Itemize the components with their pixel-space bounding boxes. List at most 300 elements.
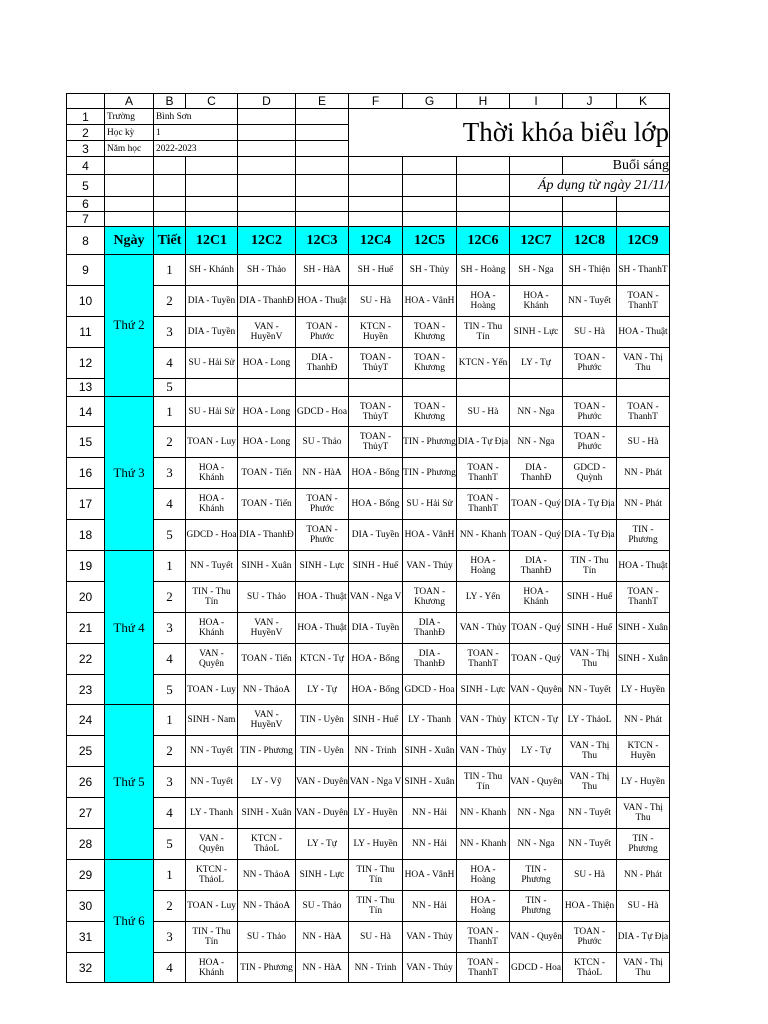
lesson-cell[interactable]: NN - Tuyết xyxy=(186,551,238,582)
period-number[interactable]: 2 xyxy=(154,890,186,921)
lesson-cell[interactable]: VAN - Thủy xyxy=(403,921,457,952)
row-number[interactable]: 19 xyxy=(67,551,105,582)
empty-cell[interactable] xyxy=(186,175,238,197)
empty-cell[interactable] xyxy=(105,197,154,212)
row-number[interactable]: 8 xyxy=(67,227,105,255)
lesson-cell[interactable]: SU - Hà xyxy=(617,890,670,921)
column-header-g[interactable]: G xyxy=(403,94,457,109)
lesson-cell[interactable]: SINH - Xuân xyxy=(403,767,457,798)
lesson-cell[interactable]: HOA - Bống xyxy=(349,489,403,520)
lesson-cell[interactable]: TIN - Phương xyxy=(403,458,457,489)
info-label[interactable]: Năm học xyxy=(105,141,154,157)
lesson-cell[interactable]: SH - HàA xyxy=(296,255,349,286)
info-value[interactable]: 1 xyxy=(154,125,238,141)
lesson-cell[interactable]: SU - Hà xyxy=(349,921,403,952)
lesson-cell[interactable]: TIN - Phương xyxy=(617,520,670,551)
lesson-cell[interactable]: VAN - Thị Thu xyxy=(617,952,670,983)
lesson-cell[interactable]: NN - HàA xyxy=(296,952,349,983)
column-header-i[interactable]: I xyxy=(510,94,563,109)
period-number[interactable]: 4 xyxy=(154,952,186,983)
lesson-cell[interactable]: HOA - Khánh xyxy=(510,581,563,612)
lesson-cell[interactable]: TOAN - ThanhT xyxy=(457,489,510,520)
row-number[interactable]: 10 xyxy=(67,285,105,316)
lesson-cell[interactable]: TOAN - Luy xyxy=(186,890,238,921)
period-number[interactable]: 1 xyxy=(154,551,186,582)
period-number[interactable]: 3 xyxy=(154,458,186,489)
lesson-cell[interactable]: TOAN - ThủyT xyxy=(349,347,403,378)
lesson-cell[interactable]: SINH - Nam xyxy=(186,705,238,736)
lesson-cell[interactable]: NN - ThảoA xyxy=(238,674,296,705)
lesson-cell[interactable]: GDCD - Hoa xyxy=(510,952,563,983)
lesson-cell[interactable]: SINH - Huế xyxy=(563,612,617,643)
lesson-cell[interactable]: KTCN - Tự xyxy=(510,705,563,736)
lesson-cell[interactable]: VAN - HuyềnV xyxy=(238,705,296,736)
lesson-cell[interactable]: HOA - VânH xyxy=(403,520,457,551)
row-number[interactable]: 16 xyxy=(67,458,105,489)
row-number[interactable]: 6 xyxy=(67,197,105,212)
lesson-cell[interactable]: TOAN - Phước xyxy=(296,489,349,520)
lesson-cell[interactable]: KTCN - Tự xyxy=(296,643,349,674)
lesson-cell[interactable]: HOA - Hoàng xyxy=(457,859,510,890)
lesson-cell[interactable]: SU - Hải Sử xyxy=(186,347,238,378)
lesson-cell[interactable]: VAN - Thủy xyxy=(457,612,510,643)
lesson-cell[interactable]: HOA - Hoàng xyxy=(457,285,510,316)
lesson-cell[interactable]: SH - Thủy xyxy=(403,255,457,286)
empty-cell[interactable] xyxy=(403,157,457,175)
lesson-cell[interactable]: TOAN - Quý xyxy=(510,489,563,520)
lesson-cell[interactable]: SU - Hải Sử xyxy=(403,489,457,520)
period-number[interactable]: 4 xyxy=(154,347,186,378)
column-header-d[interactable]: D xyxy=(238,94,296,109)
lesson-cell[interactable]: LY - Huyền xyxy=(617,767,670,798)
lesson-cell[interactable]: HOA - Hoàng xyxy=(457,551,510,582)
lesson-cell[interactable]: NN - ThảoA xyxy=(238,859,296,890)
lesson-cell[interactable]: LY - Vỹ xyxy=(238,767,296,798)
period-number[interactable]: 2 xyxy=(154,285,186,316)
empty-cell[interactable] xyxy=(238,175,296,197)
lesson-cell[interactable]: KTCN - ThảoL xyxy=(563,952,617,983)
row-number[interactable]: 29 xyxy=(67,859,105,890)
lesson-cell[interactable]: VAN - Thủy xyxy=(403,952,457,983)
lesson-cell[interactable]: SU - Thảo xyxy=(238,581,296,612)
lesson-cell[interactable]: NN - HàA xyxy=(296,458,349,489)
period-number[interactable]: 2 xyxy=(154,581,186,612)
lesson-cell[interactable]: NN - Khanh xyxy=(457,829,510,860)
lesson-cell[interactable]: DIA - Tự Địa xyxy=(457,427,510,458)
lesson-cell[interactable]: NN - Phát xyxy=(617,458,670,489)
period-header[interactable]: Tiết xyxy=(154,227,186,255)
day-label[interactable]: Thứ 6 xyxy=(105,859,154,983)
lesson-cell[interactable] xyxy=(238,378,296,396)
period-number[interactable]: 3 xyxy=(154,316,186,347)
empty-cell[interactable] xyxy=(349,212,403,227)
lesson-cell[interactable]: LY - Tự xyxy=(510,736,563,767)
lesson-cell[interactable]: TOAN - ThanhT xyxy=(457,458,510,489)
row-number[interactable]: 23 xyxy=(67,674,105,705)
empty-cell[interactable] xyxy=(349,157,403,175)
lesson-cell[interactable]: HOA - Long xyxy=(238,347,296,378)
lesson-cell[interactable]: NN - Hải xyxy=(403,829,457,860)
row-number[interactable]: 20 xyxy=(67,581,105,612)
lesson-cell[interactable]: VAN - Thủy xyxy=(403,551,457,582)
lesson-cell[interactable]: DIA - ThanhĐ xyxy=(510,458,563,489)
lesson-cell[interactable] xyxy=(403,378,457,396)
lesson-cell[interactable]: TOAN - Quý xyxy=(510,520,563,551)
lesson-cell[interactable]: TOAN - ThanhT xyxy=(617,285,670,316)
empty-cell[interactable] xyxy=(296,175,349,197)
column-header-j[interactable]: J xyxy=(563,94,617,109)
empty-cell[interactable] xyxy=(349,175,403,197)
row-number[interactable]: 31 xyxy=(67,921,105,952)
lesson-cell[interactable]: TIN - Phương xyxy=(617,829,670,860)
period-number[interactable]: 3 xyxy=(154,612,186,643)
lesson-cell[interactable]: TIN - Thu Tín xyxy=(457,316,510,347)
lesson-cell[interactable]: SINH - Huế xyxy=(349,705,403,736)
empty-cell[interactable] xyxy=(296,109,349,125)
empty-cell[interactable] xyxy=(510,157,563,175)
lesson-cell[interactable] xyxy=(349,378,403,396)
lesson-cell[interactable]: SU - Hà xyxy=(563,859,617,890)
lesson-cell[interactable]: TIN - Phương xyxy=(403,427,457,458)
lesson-cell[interactable]: TOAN - Phước xyxy=(563,396,617,427)
lesson-cell[interactable]: VAN - Thủy xyxy=(457,736,510,767)
empty-cell[interactable] xyxy=(238,212,296,227)
lesson-cell[interactable]: SH - Hoàng xyxy=(457,255,510,286)
empty-cell[interactable] xyxy=(154,212,186,227)
info-value[interactable]: Bình Sơn xyxy=(154,109,238,125)
period-number[interactable]: 2 xyxy=(154,736,186,767)
row-number[interactable]: 2 xyxy=(67,125,105,141)
lesson-cell[interactable]: VAN - Quyên xyxy=(186,643,238,674)
empty-cell[interactable] xyxy=(238,197,296,212)
empty-cell[interactable] xyxy=(403,197,457,212)
lesson-cell[interactable] xyxy=(617,378,670,396)
empty-cell[interactable] xyxy=(296,212,349,227)
empty-cell[interactable] xyxy=(186,212,238,227)
lesson-cell[interactable]: NN - Khanh xyxy=(457,798,510,829)
empty-cell[interactable] xyxy=(510,197,563,212)
empty-cell[interactable] xyxy=(403,175,457,197)
lesson-cell[interactable]: NN - Tuyết xyxy=(186,767,238,798)
lesson-cell[interactable]: LY - Huyền xyxy=(617,674,670,705)
empty-cell[interactable] xyxy=(457,157,510,175)
lesson-cell[interactable]: TIN - Thu Tín xyxy=(457,767,510,798)
page-title[interactable]: Thời khóa biểu lớp xyxy=(349,109,670,157)
column-header-k[interactable]: K xyxy=(617,94,670,109)
lesson-cell[interactable]: VAN - Thị Thu xyxy=(563,643,617,674)
lesson-cell[interactable]: DIA - ThanhĐ xyxy=(296,347,349,378)
lesson-cell[interactable]: TOAN - ThủyT xyxy=(349,396,403,427)
lesson-cell[interactable]: HOA - Thiện xyxy=(563,890,617,921)
lesson-cell[interactable]: SH - Thảo xyxy=(238,255,296,286)
lesson-cell[interactable]: NN - Nga xyxy=(510,798,563,829)
class-header-12c6[interactable]: 12C6 xyxy=(457,227,510,255)
period-number[interactable]: 5 xyxy=(154,378,186,396)
empty-cell[interactable] xyxy=(617,197,670,212)
lesson-cell[interactable]: VAN - Thị Thu xyxy=(563,736,617,767)
row-number[interactable]: 32 xyxy=(67,952,105,983)
lesson-cell[interactable]: TOAN - Phước xyxy=(296,520,349,551)
lesson-cell[interactable]: HOA - Thuật xyxy=(617,551,670,582)
lesson-cell[interactable]: KTCN - Huyền xyxy=(617,736,670,767)
lesson-cell[interactable] xyxy=(563,378,617,396)
class-header-12c1[interactable]: 12C1 xyxy=(186,227,238,255)
lesson-cell[interactable] xyxy=(296,378,349,396)
lesson-cell[interactable]: VAN - Duyên xyxy=(296,767,349,798)
lesson-cell[interactable]: SU - Thảo xyxy=(296,890,349,921)
period-number[interactable]: 2 xyxy=(154,427,186,458)
lesson-cell[interactable]: TOAN - ThanhT xyxy=(617,581,670,612)
lesson-cell[interactable]: SU - Hà xyxy=(349,285,403,316)
empty-cell[interactable] xyxy=(238,125,296,141)
period-number[interactable]: 5 xyxy=(154,520,186,551)
lesson-cell[interactable]: HOA - Khánh xyxy=(186,458,238,489)
lesson-cell[interactable]: TOAN - ThanhT xyxy=(457,921,510,952)
period-number[interactable]: 3 xyxy=(154,921,186,952)
row-number[interactable]: 12 xyxy=(67,347,105,378)
lesson-cell[interactable]: HOA - VânH xyxy=(403,285,457,316)
class-header-12c7[interactable]: 12C7 xyxy=(510,227,563,255)
lesson-cell[interactable]: TOAN - ThanhT xyxy=(457,643,510,674)
lesson-cell[interactable]: SU - Hà xyxy=(457,396,510,427)
period-number[interactable]: 1 xyxy=(154,396,186,427)
row-number[interactable]: 22 xyxy=(67,643,105,674)
lesson-cell[interactable]: HOA - Long xyxy=(238,396,296,427)
lesson-cell[interactable]: TOAN - Luy xyxy=(186,674,238,705)
lesson-cell[interactable]: TIN - Phương xyxy=(238,952,296,983)
lesson-cell[interactable]: TIN - Phương xyxy=(238,736,296,767)
lesson-cell[interactable]: LY - Huyền xyxy=(349,829,403,860)
lesson-cell[interactable]: HOA - Bống xyxy=(349,674,403,705)
lesson-cell[interactable]: NN - HàA xyxy=(296,921,349,952)
lesson-cell[interactable]: HOA - Khánh xyxy=(186,952,238,983)
lesson-cell[interactable]: NN - Hải xyxy=(403,890,457,921)
lesson-cell[interactable]: VAN - Thủy xyxy=(457,705,510,736)
lesson-cell[interactable]: LY - Thanh xyxy=(186,798,238,829)
lesson-cell[interactable]: LY - Thanh xyxy=(403,705,457,736)
lesson-cell[interactable]: SINH - Lực xyxy=(296,859,349,890)
empty-cell[interactable] xyxy=(186,157,238,175)
lesson-cell[interactable]: HOA - Bống xyxy=(349,458,403,489)
lesson-cell[interactable]: HOA - Thuật xyxy=(296,285,349,316)
row-number[interactable]: 1 xyxy=(67,109,105,125)
lesson-cell[interactable]: HOA - Bống xyxy=(349,643,403,674)
row-number[interactable]: 14 xyxy=(67,396,105,427)
lesson-cell[interactable]: DIA - ThanhĐ xyxy=(403,612,457,643)
lesson-cell[interactable]: SINH - Lực xyxy=(296,551,349,582)
lesson-cell[interactable]: TIN - Phương xyxy=(510,890,563,921)
info-value[interactable]: 2022-2023 xyxy=(154,141,238,157)
lesson-cell[interactable] xyxy=(186,378,238,396)
lesson-cell[interactable]: SU - Thảo xyxy=(296,427,349,458)
period-number[interactable]: 4 xyxy=(154,643,186,674)
lesson-cell[interactable]: HOA - Thuật xyxy=(296,581,349,612)
lesson-cell[interactable]: NN - Tuyết xyxy=(186,736,238,767)
period-number[interactable]: 3 xyxy=(154,767,186,798)
column-header-b[interactable]: B xyxy=(154,94,186,109)
row-number[interactable]: 18 xyxy=(67,520,105,551)
row-number[interactable]: 28 xyxy=(67,829,105,860)
lesson-cell[interactable]: DIA - Tự Địa xyxy=(563,520,617,551)
lesson-cell[interactable]: TIN - Uyên xyxy=(296,736,349,767)
lesson-cell[interactable]: HOA - Thuật xyxy=(296,612,349,643)
class-header-12c8[interactable]: 12C8 xyxy=(563,227,617,255)
lesson-cell[interactable]: NN - ThảoA xyxy=(238,890,296,921)
lesson-cell[interactable]: NN - Tuyết xyxy=(563,285,617,316)
lesson-cell[interactable]: HOA - Hoàng xyxy=(457,890,510,921)
lesson-cell[interactable]: TIN - Uyên xyxy=(296,705,349,736)
lesson-cell[interactable]: VAN - Thị Thu xyxy=(617,347,670,378)
lesson-cell[interactable]: HOA - Long xyxy=(238,427,296,458)
empty-cell[interactable] xyxy=(296,197,349,212)
lesson-cell[interactable]: SH - Huế xyxy=(349,255,403,286)
lesson-cell[interactable]: HOA - VânH xyxy=(403,859,457,890)
lesson-cell[interactable]: TOAN - ThanhT xyxy=(457,952,510,983)
lesson-cell[interactable]: TOAN - Quý xyxy=(510,643,563,674)
lesson-cell[interactable]: DIA - Tuyền xyxy=(349,612,403,643)
lesson-cell[interactable]: NN - Nga xyxy=(510,829,563,860)
lesson-cell[interactable]: VAN - Quyên xyxy=(510,767,563,798)
lesson-cell[interactable]: TOAN - Phước xyxy=(563,427,617,458)
lesson-cell[interactable]: TOAN - Phước xyxy=(296,316,349,347)
day-label[interactable]: Thứ 3 xyxy=(105,396,154,550)
period-number[interactable]: 1 xyxy=(154,859,186,890)
row-number[interactable]: 21 xyxy=(67,612,105,643)
row-number[interactable]: 24 xyxy=(67,705,105,736)
lesson-cell[interactable]: NN - Nga xyxy=(510,396,563,427)
lesson-cell[interactable]: VAN - Quyên xyxy=(510,921,563,952)
row-number[interactable]: 26 xyxy=(67,767,105,798)
empty-cell[interactable] xyxy=(105,175,154,197)
empty-cell[interactable] xyxy=(296,125,349,141)
lesson-cell[interactable]: HOA - Khánh xyxy=(186,489,238,520)
empty-cell[interactable] xyxy=(457,175,510,197)
lesson-cell[interactable]: GDCD - Quỳnh xyxy=(563,458,617,489)
class-header-12c3[interactable]: 12C3 xyxy=(296,227,349,255)
lesson-cell[interactable]: SINH - Lực xyxy=(510,316,563,347)
session-label[interactable]: Buổi sáng xyxy=(563,157,670,175)
class-header-12c5[interactable]: 12C5 xyxy=(403,227,457,255)
lesson-cell[interactable]: TIN - Thu Tín xyxy=(349,859,403,890)
row-number[interactable]: 7 xyxy=(67,212,105,227)
class-header-12c9[interactable]: 12C9 xyxy=(617,227,670,255)
lesson-cell[interactable]: SINH - Xuân xyxy=(617,643,670,674)
lesson-cell[interactable]: NN - Phát xyxy=(617,859,670,890)
lesson-cell[interactable]: TOAN - Phước xyxy=(563,921,617,952)
empty-cell[interactable] xyxy=(457,212,510,227)
day-header[interactable]: Ngày xyxy=(105,227,154,255)
lesson-cell[interactable]: SINH - Huế xyxy=(563,581,617,612)
row-number[interactable]: 5 xyxy=(67,175,105,197)
empty-cell[interactable] xyxy=(457,197,510,212)
lesson-cell[interactable]: DIA - Tự Địa xyxy=(617,921,670,952)
info-label[interactable]: Học kỳ xyxy=(105,125,154,141)
lesson-cell[interactable]: LY - Huyền xyxy=(349,798,403,829)
day-label[interactable]: Thứ 2 xyxy=(105,255,154,397)
row-number[interactable]: 25 xyxy=(67,736,105,767)
lesson-cell[interactable]: LY - Yến xyxy=(457,581,510,612)
row-number[interactable]: 9 xyxy=(67,255,105,286)
lesson-cell[interactable]: LY - Tự xyxy=(510,347,563,378)
lesson-cell[interactable]: TIN - Thu Tín xyxy=(186,921,238,952)
row-number[interactable]: 15 xyxy=(67,427,105,458)
period-number[interactable]: 4 xyxy=(154,489,186,520)
row-number[interactable]: 13 xyxy=(67,378,105,396)
lesson-cell[interactable]: TOAN - Phước xyxy=(563,347,617,378)
lesson-cell[interactable]: KTCN - Huyền xyxy=(349,316,403,347)
lesson-cell[interactable]: NN - Tuyết xyxy=(563,674,617,705)
period-number[interactable]: 4 xyxy=(154,798,186,829)
row-number[interactable]: 11 xyxy=(67,316,105,347)
lesson-cell[interactable]: TOAN - Khương xyxy=(403,347,457,378)
lesson-cell[interactable]: DIA - ThanhĐ xyxy=(238,520,296,551)
empty-cell[interactable] xyxy=(238,141,296,157)
lesson-cell[interactable]: SH - Thiện xyxy=(563,255,617,286)
lesson-cell[interactable]: VAN - Thị Thu xyxy=(617,798,670,829)
empty-cell[interactable] xyxy=(105,157,154,175)
empty-cell[interactable] xyxy=(617,212,670,227)
lesson-cell[interactable]: TOAN - Tiến xyxy=(238,643,296,674)
row-number[interactable]: 4 xyxy=(67,157,105,175)
lesson-cell[interactable]: DIA - Tuyền xyxy=(186,316,238,347)
lesson-cell[interactable]: DIA - Tuyền xyxy=(186,285,238,316)
lesson-cell[interactable]: VAN - Quyên xyxy=(186,829,238,860)
empty-cell[interactable] xyxy=(238,109,296,125)
lesson-cell[interactable]: TOAN - ThanhT xyxy=(617,396,670,427)
class-header-12c2[interactable]: 12C2 xyxy=(238,227,296,255)
lesson-cell[interactable]: DIA - ThanhĐ xyxy=(403,643,457,674)
lesson-cell[interactable] xyxy=(510,378,563,396)
row-number[interactable]: 30 xyxy=(67,890,105,921)
lesson-cell[interactable]: DIA - ThanhĐ xyxy=(238,285,296,316)
lesson-cell[interactable]: NN - Hải xyxy=(403,798,457,829)
lesson-cell[interactable]: SU - Hà xyxy=(563,316,617,347)
lesson-cell[interactable]: VAN - HuyềnV xyxy=(238,316,296,347)
lesson-cell[interactable]: HOA - Khánh xyxy=(510,285,563,316)
lesson-cell[interactable]: LY - Tự xyxy=(296,674,349,705)
lesson-cell[interactable]: TOAN - Tiến xyxy=(238,489,296,520)
lesson-cell[interactable]: VAN - Nga V xyxy=(349,767,403,798)
lesson-cell[interactable]: NN - Phát xyxy=(617,705,670,736)
period-number[interactable]: 5 xyxy=(154,674,186,705)
empty-cell[interactable] xyxy=(403,212,457,227)
lesson-cell[interactable]: SINH - Xuân xyxy=(617,612,670,643)
info-label[interactable]: Trường xyxy=(105,109,154,125)
lesson-cell[interactable]: KTCN - ThảoL xyxy=(186,859,238,890)
row-number[interactable]: 3 xyxy=(67,141,105,157)
lesson-cell[interactable]: GDCD - Hoa xyxy=(403,674,457,705)
lesson-cell[interactable]: TIN - Phương xyxy=(510,859,563,890)
row-number[interactable]: 27 xyxy=(67,798,105,829)
row-number[interactable]: 17 xyxy=(67,489,105,520)
empty-cell[interactable] xyxy=(296,141,349,157)
period-number[interactable]: 5 xyxy=(154,829,186,860)
lesson-cell[interactable]: NN - Trinh xyxy=(349,736,403,767)
corner-cell[interactable] xyxy=(67,94,105,109)
lesson-cell[interactable]: HOA - Khánh xyxy=(186,612,238,643)
column-header-f[interactable]: F xyxy=(349,94,403,109)
empty-cell[interactable] xyxy=(186,197,238,212)
lesson-cell[interactable]: TOAN - Luy xyxy=(186,427,238,458)
lesson-cell[interactable]: HOA - Thuật xyxy=(617,316,670,347)
period-number[interactable]: 1 xyxy=(154,705,186,736)
column-header-a[interactable]: A xyxy=(105,94,154,109)
lesson-cell[interactable]: SINH - Xuân xyxy=(403,736,457,767)
lesson-cell[interactable]: SH - Nga xyxy=(510,255,563,286)
empty-cell[interactable] xyxy=(154,175,186,197)
lesson-cell[interactable]: VAN - Nga V xyxy=(349,581,403,612)
lesson-cell[interactable]: SH - Khánh xyxy=(186,255,238,286)
